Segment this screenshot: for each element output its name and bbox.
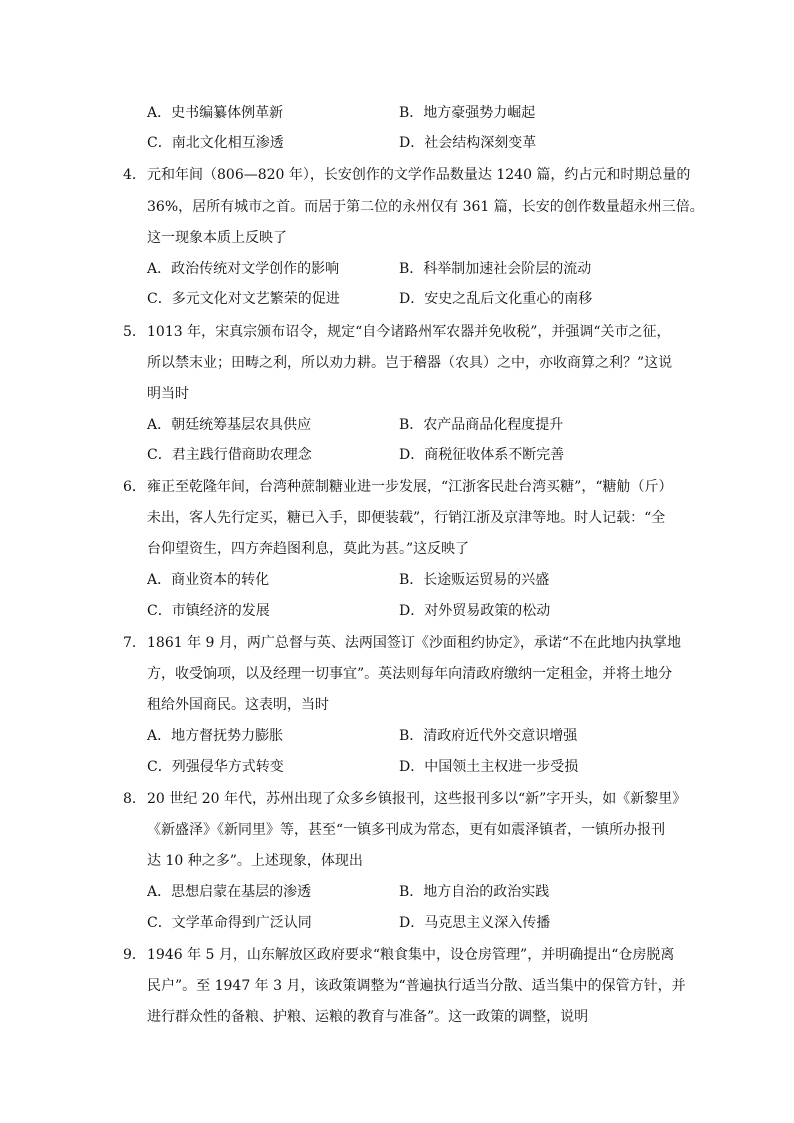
q7-option-a: A．地方督抚势力膨胀 [147,728,284,744]
q5-option-c: C．君主践行借商助农理念 [147,447,312,463]
q8-option-b: B．地方自治的政治实践 [399,884,550,900]
q6-stem-line-3: 台仰望资生，四方奔趋图利息，莫此为甚。”这反映了 [147,541,470,557]
q4-option-a: A．政治传统对文学创作的影响 [147,261,340,277]
q4-stem-line-3: 这一现象本质上反映了 [147,230,287,246]
q8-number: 8． [123,791,146,807]
q5-number: 5． [123,324,146,340]
q6-option-c: C．市镇经济的发展 [147,603,270,619]
q6-option-a: A．商业资本的转化 [147,572,270,588]
q3-option-b: B．地方豪强势力崛起 [399,105,536,121]
q5-stem-line-2: 所以禁末业；田畴之利，所以劝力耕。岂于稽器（农具）之中，亦收商算之利？”这说 [147,355,673,371]
q6-option-d: D．对外贸易政策的松动 [399,603,551,619]
q8-option-c: C．文学革命得到广泛认同 [147,915,312,931]
q8-option-d: D．马克思主义深入传播 [399,915,551,931]
q4-option-b: B．科举制加速社会阶层的流动 [399,261,592,277]
q7-stem-line-2: 方，收受饷项，以及经理一切事宜”。英法则每年向清政府缴纳一定租金，并将土地分 [147,666,673,682]
q3-option-c: C．南北文化相互渗透 [147,135,284,151]
q9-stem-line-2: 民户”。至 1947 年 3 月，该政策调整为“普遍执行适当分散、适当集中的保管方针，并 [147,978,686,994]
q6-number: 6． [123,479,146,495]
q3-option-a: A．史书编纂体例革新 [147,105,284,121]
q3-option-d: D．社会结构深刻变革 [399,135,537,151]
q6-stem-line-2: 未出，客人先行定买，糖已入手，即便装载”，行销江浙及京津等地。时人记载：“全 [147,510,666,526]
q8-stem-line-2: 《新盛泽》《新同里》等，甚至“一镇多刊成为常态，更有如震泽镇者，一镇所办报刊 [147,822,666,838]
q4-option-c: C．多元文化对文艺繁荣的促进 [147,291,340,307]
q9-stem-line-1: 1946 年 5 月，山东解放区政府要求“粮食集中，设仓房管理”，并明确提出“仓房脱离 [147,947,675,963]
q6-stem-line-1: 雍正至乾隆年间，台湾种蔗制糖业进一步发展，“江浙客民赴台湾买糖”，“糖觔（斤） [147,479,673,495]
q4-number: 4． [123,167,146,183]
q7-option-b: B．清政府近代外交意识增强 [399,728,578,744]
q5-stem-line-3: 明当时 [147,386,189,402]
q4-option-d: D．安史之乱后文化重心的南移 [399,291,593,307]
q6-option-b: B．长途贩运贸易的兴盛 [399,572,550,588]
q5-option-a: A．朝廷统筹基层农具供应 [147,417,312,433]
q5-option-b: B．农产品商品化程度提升 [399,417,564,433]
q5-option-d: D．商税征收体系不断完善 [399,447,565,463]
q7-number: 7． [123,635,146,651]
q8-stem-line-1: 20 世纪 20 年代，苏州出现了众多乡镇报刊，这些报刊多以“新”字开头，如《新黎里》 [147,791,687,807]
q9-stem-line-3: 进行群众性的备粮、护粮、运粮的教育与准备”。这一政策的调整，说明 [147,1009,589,1025]
q8-stem-line-3: 达 10 种之多”。上述现象，体现出 [147,853,363,869]
q4-stem-line-2: 36%，居所有城市之首。而居于第二位的永州仅有 361 篇，长安的创作数量超永州三倍。 [147,199,704,215]
q7-option-d: D．中国领土主权进一步受损 [399,759,579,775]
q5-stem-line-1: 1013 年，宋真宗颁布诏令，规定“自今诸路州军农器并免收税”，并强调“关市之征， [147,324,671,340]
q7-stem-line-3: 租给外国商民。这表明，当时 [147,697,329,713]
q9-number: 9． [123,947,146,963]
q4-stem-line-1: 元和年间（806—820 年），长安创作的文学作品数量达 1240 篇，约占元和时期总量的 [147,167,691,183]
q7-option-c: C．列强侵华方式转变 [147,759,284,775]
q7-stem-line-1: 1861 年 9 月，两广总督与英、法两国签订《沙面租约协定》，承诺“不在此地内执掌地 [147,635,682,651]
q8-option-a: A．思想启蒙在基层的渗透 [147,884,312,900]
